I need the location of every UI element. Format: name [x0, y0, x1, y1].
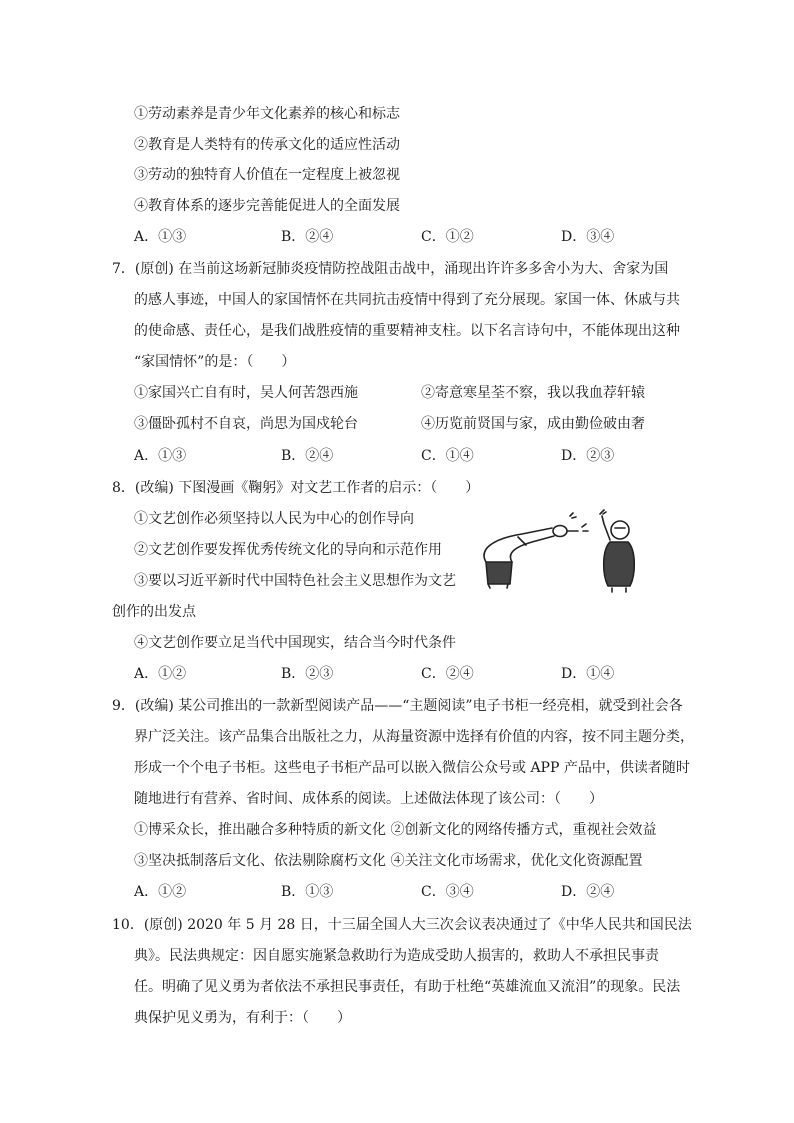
- q9-option-a: A．①②: [134, 884, 187, 900]
- q7-option-c: C．①④: [421, 448, 474, 464]
- q9-items-row-1: ①博采众长，推出融合多种特质的新文化 ②创新文化的网络传播方式，重视社会效益: [134, 822, 657, 838]
- q6-item-3: ③劳动的独特育人价值在一定程度上被忽视: [134, 167, 400, 183]
- q6-item-1: ①劳动素养是青少年文化素养的核心和标志: [134, 106, 400, 122]
- q7-item-1: ①家国兴亡自有时，吴人何苦怨西施: [134, 385, 358, 401]
- q9-stem-line-3: 形成一个个电子书柜。这些电子书柜产品可以嵌入微信公众号或 APP 产品中，供读者随时: [134, 760, 690, 776]
- bowing-cartoon-illustration: [474, 504, 644, 596]
- q8-option-a: A．①②: [134, 666, 187, 682]
- q8-item-1: ①文艺创作必须坚持以人民为中心的创作导向: [134, 511, 414, 527]
- q9-stem-line-4: 随地进行有营养、省时间、成体系的阅读。上述做法体现了该公司：（ ）: [134, 791, 603, 807]
- q8-option-c: C．②④: [421, 666, 474, 682]
- q10-stem-line-1: 10．(原创) 2020 年 5 月 28 日，十三届全国人大三次会议表决通过了《中华人民共和国民法: [112, 917, 692, 933]
- q7-item-2: ②寄意寒星荃不察，我以我血荐轩辕: [421, 385, 645, 401]
- q7-stem-line-4: “家国情怀”的是：（ ）: [134, 354, 296, 370]
- q7-stem-line-3: 的使命感、责任心，是我们战胜疫情的重要精神支柱。以下名言诗句中，不能体现出这种: [134, 323, 680, 339]
- q9-stem-line-1: 9．(改编) 某公司推出的一款新型阅读产品——“主题阅读”电子书柜一经亮相，就受到社会各: [112, 698, 683, 714]
- q7-stem-line-1: 7．(原创) 在当前这场新冠肺炎疫情防控战阻击战中，涌现出许许多多舍小为大、舍家为国: [112, 261, 669, 277]
- q8-item-3-cont: 创作的出发点: [112, 604, 196, 620]
- q7-item-3: ③僵卧孤村不自哀，尚思为国戍轮台: [134, 416, 358, 432]
- q6-item-4: ④教育体系的逐步完善能促进人的全面发展: [134, 198, 400, 214]
- q8-option-d: D．①④: [561, 666, 615, 682]
- q6-option-b: B．②④: [281, 229, 334, 245]
- q6-option-a: A．①③: [134, 229, 187, 245]
- q6-option-d: D．③④: [561, 229, 615, 245]
- q9-stem-line-2: 界广泛关注。该产品集合出版社之力，从海量资源中选择有价值的内容，按不同主题分类，: [134, 729, 694, 745]
- q9-items-row-2: ③坚决抵制落后文化、依法剔除腐朽文化 ④关注文化市场需求，优化文化资源配置: [134, 853, 643, 869]
- q8-item-4: ④文艺创作要立足当代中国现实，结合当今时代条件: [134, 635, 456, 651]
- q10-stem-line-2: 典》。民法典规定：因自愿实施紧急救助行为造成受助人损害的，救助人不承担民事责: [134, 948, 659, 964]
- q8-stem: 8．(改编) 下图漫画《鞠躬》对文艺工作者的启示：（ ）: [112, 480, 480, 496]
- q9-option-d: D．②④: [561, 884, 615, 900]
- q7-option-a: A．①③: [134, 448, 187, 464]
- q6-item-2: ②教育是人类特有的传承文化的适应性活动: [134, 137, 400, 153]
- q7-option-b: B．②④: [281, 448, 334, 464]
- q9-option-b: B．①③: [281, 884, 334, 900]
- q8-item-3: ③要以习近平新时代中国特色社会主义思想作为文艺: [134, 573, 456, 589]
- q9-option-c: C．③④: [421, 884, 474, 900]
- q10-stem-line-4: 典保护见义勇为，有利于：（ ）: [134, 1010, 351, 1026]
- q6-option-c: C．①②: [421, 229, 474, 245]
- q7-option-d: D．②③: [561, 448, 615, 464]
- q7-item-4: ④历览前贤国与家，成由勤俭破由奢: [421, 416, 645, 432]
- q8-option-b: B．②③: [281, 666, 334, 682]
- q7-stem-line-2: 的感人事迹，中国人的家国情怀在共同抗击疫情中得到了充分展现。家国一体、休戚与共: [134, 292, 680, 308]
- q8-item-2: ②文艺创作要发挥优秀传统文化的导向和示范作用: [134, 542, 442, 558]
- q10-stem-line-3: 任。明确了见义勇为者依法不承担民事责任，有助于杜绝“英雄流血又流泪”的现象。民法: [134, 979, 681, 995]
